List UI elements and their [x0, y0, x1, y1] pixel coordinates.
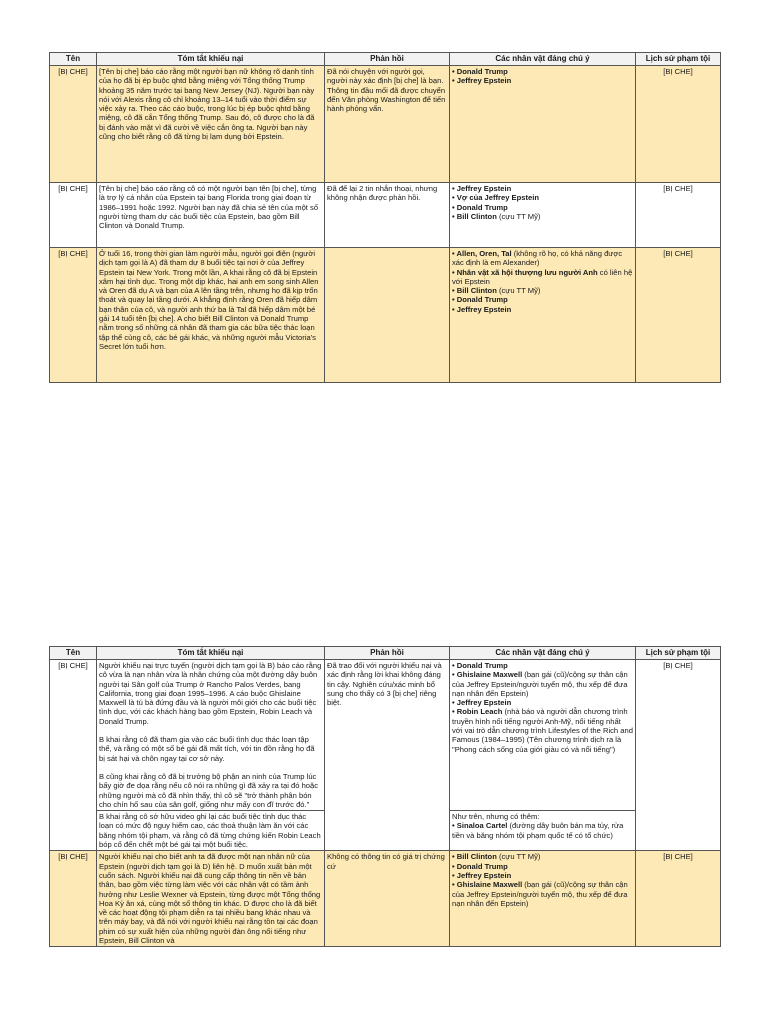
cell-summary: Ở tuổi 16, trong thời gian làm người mẫu, người gọi điện (người dịch tạm gọi là A) đã tham dự 8 buổi tiệc tại nơi ở của Jeffrey Epstein tại New York. Trong một lần, A khai rằng cô đã bị Epstein xâm hại tình dục. Trong một dịp khác, hai anh em song sinh Allen và Oren đã dụ A và bạn của A lên tầng trên, nhưng họ đã kịp trốn thoát và quay lại tầng dưới. A khẳng định rằng Oren đã hiếp dâm bạn thân của cô, và người anh thứ ba là Tal đã hiếp dâm một bé gái 14 tuổi tên [bị che]. A cho biết Bill Clinton và Donald Trump nằm trong số những cá nhân đã tham gia các bữa tiệc thác loạn tập thể cùng cô, các bé gái khác, và những người mẫu Victoria's Secret lớn tuổi hơn. [97, 248, 325, 383]
cell-persons [450, 660, 636, 811]
table-header-row [50, 647, 721, 660]
cell-persons [450, 66, 636, 183]
header-name: Tên [50, 647, 97, 660]
person-note: (đường dây buôn bán ma túy, rửa tiền và băng nhóm tội phạm quốc tế có tổ chức) [452, 821, 624, 840]
header-response: Phản hồi [325, 647, 450, 660]
cell-response: Đã nói chuyện với người gọi, người này xác định [bị che] là bạn. Thông tin đầu mối đã được chuyển đến Văn phòng Washington để tiến hành phỏng vấn. [325, 66, 450, 183]
cell-summary: [Tên bị che] báo cáo rằng cô có một người bạn tên [bị che], từng là trợ lý cá nhân của Epstein tại bang Florida trong giai đoạn từ 1986–1991 hoặc 1992. Người bạn này đã chia sẻ tên của một số người từng tham dự các buổi tiệc của Epstein, bao gồm Bill Clinton và Donald Trump. [97, 183, 325, 248]
person-name: • Ghislaine Maxwell [452, 880, 523, 890]
person-name: • Robin Leach [452, 707, 503, 717]
header-history: Lịch sử phạm tội [636, 53, 721, 66]
person-entry [452, 871, 633, 880]
cell-summary: [Tên bị che] báo cáo rằng một người bạn nữ không rõ danh tính của họ đã bị ép buộc qhtd bằng miệng với Tổng thống Trump khoảng 35 năm trước tại bang New Jersey (NJ). Người bạn này nói với Alexis rằng cô chỉ khoảng 13–14 tuổi vào thời điểm sự việc xảy ra. Theo các cáo buộc, trong lúc bị ép buộc qhtd bằng miệng, cô đã cắn Tổng thống Trump. Sau đó, cô được cho là đã bị đánh vào mặt vì đã cười về việc cắn ông ta. Người bạn này cũng cho biết rằng cô đã từng bị lạm dụng bởi Epstein. [97, 66, 325, 183]
person-entry [452, 852, 633, 861]
cell-name: [BỊ CHE] [50, 183, 97, 248]
summary-paragraph: Người khiếu nại trực tuyến (người dịch tạm gọi là B) báo cáo rằng cô vừa là nạn nhân vừa là nhân chứng của một đường dây buôn người tại Sân golf của Trump ở Rancho Palos Verdes, bang California, trong giai đoạn 1995–1996. A cáo buộc Ghislaine Maxwell là tú bà đứng đầu và là người môi giới cho các buổi tiệc tình dục, với các khách hàng bao gồm Epstein, Robin Leach và Donald Trump. [99, 661, 322, 726]
header-persons: Các nhân vật đáng chú ý [450, 647, 636, 660]
person-entry [452, 670, 633, 698]
person-name: • Donald Trump [452, 661, 508, 670]
person-note: (nhà báo và người dẫn chương trình truyền hình nổi tiếng người Anh-Mỹ, nổi tiếng nhất với vai trò dẫn chương trình Lifestyles of the Rich and Famous (1984–1995) (Tên chương trình dịch ra là "Phong cách sống của giới giàu có và nổi tiếng") [452, 707, 633, 754]
person-entry [452, 821, 633, 840]
person-entry [452, 76, 633, 85]
person-name: • Donald Trump [452, 67, 508, 76]
cell-response [325, 248, 450, 383]
cell-history: [BỊ CHE] [636, 851, 721, 947]
summary-paragraph: B cũng khai rằng cô đã bị trưởng bộ phận an ninh của Trump lúc bấy giờ đe dọa rằng nếu cô nói ra những gì đã xảy ra tại đó hoặc những người mà cô đã nhìn thấy, thì cô sẽ "trở thành phân bón cho chín hố sau của sân golf, giống như mấy con đĩ trước đó." [99, 771, 319, 809]
cell-response: Đã để lại 2 tin nhắn thoại, nhưng không nhận được phản hồi. [325, 183, 450, 248]
cell-summary [97, 660, 325, 811]
person-note: có liên hệ với Epstein [452, 267, 633, 286]
person-entry [452, 305, 633, 314]
person-entry [452, 698, 633, 707]
person-name: • Nhân vật xã hội thượng lưu người Anh [452, 267, 598, 277]
person-name: • Jeffrey Epstein [452, 304, 512, 314]
person-entry [452, 212, 633, 221]
header-name: Tên [50, 53, 97, 66]
summary-paragraph: B khai rằng cô đã tham gia vào các buổi tình dục thác loạn tập thể, và rằng có một số bé gái đã mất tích, với tin đồn rằng họ đã bị sát hại và chôn ngay tại cơ sở này. [99, 735, 315, 763]
table-row [50, 183, 721, 248]
cell-persons [450, 248, 636, 383]
person-name: • Jeffrey Epstein [452, 76, 512, 86]
persons-intro: Như trên, nhưng có thêm: [452, 812, 540, 822]
cell-persons [450, 183, 636, 248]
person-note: (cựu TT Mỹ) [496, 211, 541, 221]
cell-history: [BỊ CHE] [636, 183, 721, 248]
person-name: • Bill Clinton [452, 852, 497, 862]
person-entry [452, 193, 633, 202]
header-response: Phản hồi [325, 53, 450, 66]
table-row [50, 660, 721, 811]
cell-response: Không có thông tin có giá trị chứng cứ [325, 851, 450, 947]
cell-history: [BỊ CHE] [636, 66, 721, 183]
person-name: • Jeffrey Epstein [452, 698, 512, 708]
header-summary: Tóm tắt khiếu nại [97, 53, 325, 66]
person-name: • Donald Trump [452, 202, 508, 212]
person-entry [452, 184, 633, 193]
table-row [50, 851, 721, 947]
person-name: • Sinaloa Cartel [452, 821, 508, 831]
cell-name: [BỊ CHE] [50, 851, 97, 947]
person-note: (bạn gái (cũ)/cộng sự thân cận của Jeffrey Epstein/người tuyển mộ, thu xếp để đưa nạn nhân đến Epstein) [452, 670, 628, 698]
person-name: • Vợ của Jeffrey Epstein [452, 193, 539, 203]
person-name: • Bill Clinton [452, 286, 497, 296]
person-name: • Donald Trump [452, 861, 508, 871]
person-entry [452, 249, 633, 268]
cell-summary: B khai rằng cô sở hữu video ghi lại các buổi tiệc tình dục thác loạn có mức độ nguy hiểm cao, các thoả thuận làm ăn với các băng nhóm tội phạm, và rằng cô đã từng chứng kiến Robin Leach bóp cổ đến chết một bé gái tại một buổi tiệc. [97, 811, 325, 851]
person-note: (không rõ họ, có khả năng được xác định là em Alexander) [452, 249, 623, 268]
cell-persons [450, 811, 636, 851]
person-entry [452, 286, 633, 295]
person-name: • Jeffrey Epstein [452, 870, 512, 880]
person-entry [452, 268, 633, 287]
person-name: • Allen, Oren, Tal [452, 249, 512, 258]
person-entry [452, 862, 633, 871]
cell-name: [BỊ CHE] [50, 248, 97, 383]
header-summary: Tóm tắt khiếu nại [97, 647, 325, 660]
complaints-table-2 [49, 646, 721, 947]
person-entry [452, 203, 633, 212]
cell-persons [450, 851, 636, 947]
person-note: (cựu TT Mỹ) [496, 852, 541, 862]
person-name: • Jeffrey Epstein [452, 184, 512, 193]
person-name: • Ghislaine Maxwell [452, 670, 523, 680]
person-entry [452, 707, 633, 753]
person-entry [452, 295, 633, 304]
person-entry [452, 67, 633, 76]
person-entry [452, 880, 633, 908]
person-note: (cựu TT Mỹ) [496, 286, 541, 296]
person-name: • Bill Clinton [452, 211, 497, 221]
header-history: Lịch sử phạm tội [636, 647, 721, 660]
header-persons: Các nhân vật đáng chú ý [450, 53, 636, 66]
person-note: (bạn gái (cũ)/cộng sự thân cận của Jeffrey Epstein/người tuyển mộ, thu xếp để đưa nạn nhân đến Epstein) [452, 880, 628, 908]
complaints-table-1 [49, 52, 721, 383]
cell-name: [BỊ CHE] [50, 66, 97, 183]
cell-history: [BỊ CHE] [636, 660, 721, 851]
person-name: • Donald Trump [452, 295, 508, 305]
person-entry [452, 661, 633, 670]
cell-summary: Người khiếu nại cho biết anh ta đã được một nạn nhân nữ của Epstein (người dịch tạm gọi là D) liên hệ. D muốn xuất bản một cuốn sách. Người khiếu nại đã cung cấp thông tin nền về bản thân, bao gồm việc từng làm việc với các nhân vật có tầm ảnh hưởng như Leslie Wexner và Epstein, từng được một Tổng thống Hoa Kỳ ân xá, cùng một số thông tin khác. D được cho là đã biết về các hoạt động tội phạm diễn ra tại nhiều bang khác nhau và trên máy bay, và đã nói với người khiếu nại rằng tồn tại các đoạn phim có sự xuất hiện của những người đàn ông nổi tiếng như Epstein, Bill Clinton và [97, 851, 325, 947]
cell-response: Đã trao đổi với người khiếu nại và xác định rằng lời khai không đáng tin cậy. Nghiên cứu/xác minh bổ sung cho thấy có 3 [bị che] riêng biệt. [325, 660, 450, 851]
table-row [50, 66, 721, 183]
cell-history: [BỊ CHE] [636, 248, 721, 383]
cell-name: [BỊ CHE] [50, 660, 97, 851]
table-header-row [50, 53, 721, 66]
table-row [50, 248, 721, 383]
